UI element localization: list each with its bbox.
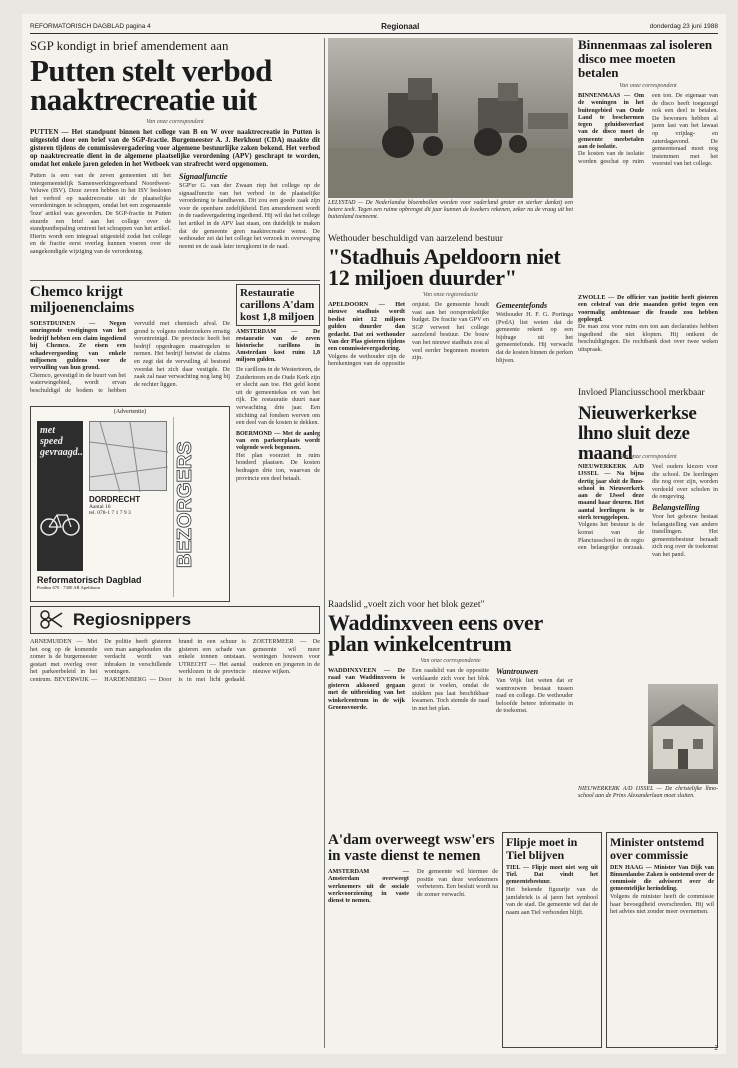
scissors-icon bbox=[39, 610, 63, 630]
nieuwerkerk-body-2: Voor het gebouw bestaat belangstelling van andere instellingen. Het gemeentebestuur beraadt zich nog over de toekomst van het pand. bbox=[652, 512, 718, 558]
apeldoorn-byline: Van onze regioredactie bbox=[423, 292, 478, 298]
nieuwerkerk-subhead: Belangstelling bbox=[652, 502, 700, 512]
binnenmaas-byline: Van onze correspondent bbox=[619, 83, 677, 89]
ad-speed-panel bbox=[37, 421, 86, 571]
school-building-illustration bbox=[648, 684, 718, 784]
main-body-columns bbox=[30, 172, 320, 267]
binnenmaas-body: De kosten van de isolatie worden geschat op ruim een ton. De eigenaar van de disco heeft toegezegd ook een deel te betalen. De bewoners hebben al jaren last van het lawaai op vrijdag- en zaterdagavond. De gemeenteraad moet nog instemmen met het voorstel van het college. bbox=[578, 92, 718, 168]
main-body-2: SGP'er G. van der Zwaan riep het college op de signaalfunctie van het verbod in de plaatselijke verordening te handhaven. Dit zou een goede zaak zijn voor de openbare zedelijkheid. Een amendement wordt in de raadsvergadering ingediend. Hij wil dat het college het artikel in de APV laat staan, om duidelijk te maken dat de gemeente geen naaktrecreatie wenst. De wethouder zei dat het college het verzoek in overweging neemt en de zaak later terugkomt in de raad. bbox=[179, 182, 320, 250]
main-story bbox=[30, 38, 320, 278]
minister-story bbox=[606, 832, 718, 1048]
regiosnippers-banner bbox=[30, 606, 320, 634]
school-photo bbox=[648, 684, 718, 784]
tractor-illustration bbox=[328, 38, 573, 198]
school-caption: NIEUWERKERK A/D IJSSEL — De christelijke lhno-school aan de Prins Alexanderlaan moet sluiten. bbox=[578, 786, 718, 799]
apeldoorn-kicker: Wethouder beschuldigd van aarzelend bestuur bbox=[328, 234, 503, 244]
flipje-headline: Flipje moet in Tiel blijven bbox=[506, 835, 578, 862]
ad-city bbox=[89, 495, 169, 516]
section-title: Regionaal bbox=[381, 22, 420, 31]
ad-side-text: BEZORGERS bbox=[174, 441, 196, 569]
header-left: REFORMATORISCH DAGBLAD pagina 4 bbox=[30, 23, 151, 30]
header-date: donderdag 23 juni 1988 bbox=[649, 23, 718, 30]
waddinxveen-byline: Van onze correspondente bbox=[420, 658, 481, 664]
main-byline: Van onze correspondent bbox=[146, 119, 204, 125]
waddinxveen-columns bbox=[328, 667, 573, 817]
chemco-columns bbox=[30, 320, 230, 420]
restauratie-lead: AMSTERDAM — De restauratie van de zeven historische carillons in Amsterdam kost ruim 1,8 miljoen gulden. bbox=[236, 329, 320, 363]
apeldoorn-body-2: Wethouder H. F. G. Portinga (PvdA) liet weten dat de gemeente rekent op een bijdrage uit het gemeentefonds. Hij verwacht dat de kosten binnen de perken blijven. bbox=[496, 311, 573, 364]
tractor-caption: LELYSTAD — De Nederlandse bloembollen worden voor vaderland groter en sterker dankzij een betere teelt. Tegen een ruime opbrengst dit jaar kunnen de kwekers rekenen, zeker nu de vraag uit het buitenland toeneemt. bbox=[328, 200, 573, 220]
regiosnippers-columns bbox=[30, 638, 320, 1048]
binnenmaas-lead: BINNENMAAS — Om de woningen in het buitengebied van Oude Land te beschermen tegen geluidsoverlast van de disco moet de gemeente meebetalen aan de isolatie. bbox=[578, 92, 644, 151]
page-header bbox=[30, 20, 718, 34]
main-lead: PUTTEN — Het standpunt binnen het college van B en W over naaktrecreatie in Putten is uitgesteld door een brief van de SGP-fractie. Burgemeester A. J. Berkhout (CDA) maakte dit gisteren tijdens de commissievergadering voor algemene bestuurlijke zaken bekend. Het verbod op naaktrecreatie dient in de algemene plaatselijke verordening (APV) geschrapt te worden, omdat het enkele jaren geleden in het Wetboek van strafrecht werd opgenomen. bbox=[30, 128, 320, 168]
tractor-photo bbox=[328, 38, 573, 198]
restauratie-body: De carillons in de Westertoren, de Zuidertoren en de Oude Kerk zijn er slecht aan toe. Het geld komt uit de gemeentekas en van het rijk. De restauratie duurt naar verwachting drie jaar. Een stichting zal fondsen werven om een deel van de kosten te dekken. bbox=[236, 366, 320, 427]
ad-brand-name: Reformatorisch Dagblad bbox=[37, 575, 142, 585]
column-divider bbox=[324, 38, 325, 1048]
restauratie-story bbox=[236, 284, 320, 604]
apeldoorn-subhead: Gemeentefonds bbox=[496, 301, 548, 310]
minister-body: Volgens de minister heeft de commissie haar bevoegdheid overschreden. Hij wil het advies niet zonder meer overnemen. bbox=[610, 893, 714, 916]
wsw-lead: AMSTERDAM — Amsterdam overweegt werknemers uit de sociale werkvoorziening in vaste dienst te nemen. bbox=[328, 868, 409, 905]
divider bbox=[30, 280, 320, 281]
flipje-story bbox=[502, 832, 602, 1048]
ad-postbus: Postbus 670 · 7300 AR Apeldoorn bbox=[37, 585, 101, 590]
ad-address: Aantal 16 tel. 078-1 7 1 7 9 3 bbox=[89, 504, 131, 516]
chemco-body: Chemco, gevestigd in de buurt van het waterwingebied, wordt ervan beschuldigd de bodem te hebben vervuild met chemisch afval. De grond is volgens onderzoekers ernstig verontreinigd. De provincie heeft het bedrijf opgedragen maatregelen te nemen. Het bedrijf betwist de claims en zegt dat de vervuiling al bestond voordat het zich daar vestigde. De zaak zal naar verwachting nog lang bij de rechter liggen. bbox=[30, 320, 230, 395]
zwolle-lead: ZWOLLE — De officier van justitie heeft gisteren een celstraf van drie maanden geëist tegen een voormalig ambtenaar die fraude zou hebben gepleegd. bbox=[578, 294, 718, 323]
newspaper-page bbox=[22, 14, 726, 1054]
restauratie-headline: Restauratie carillons A'dam kost 1,8 miljoen bbox=[240, 287, 315, 323]
main-subhead: Signaalfunctie bbox=[179, 172, 228, 181]
main-headline: Putten stelt verbod naaktrecreatie uit bbox=[30, 53, 272, 117]
apeldoorn-body: Volgens de wethouder zijn de berekeningen van de oppositie onjuist. De gemeente houdt vast aan het oorspronkelijke budget. De fractie van GPV en SGP verweet het college aarzelend bestuur. De bouw van het nieuwe stadhuis zou al veel eerder begonnen moeten zijn. bbox=[328, 301, 489, 368]
apeldoorn-columns bbox=[328, 301, 573, 601]
binnenmaas-columns bbox=[578, 92, 718, 292]
ad-label: (Advertentie) bbox=[113, 409, 147, 415]
nieuwerkerk-kicker: Invloed Planciusschool merkbaar bbox=[578, 388, 705, 398]
regiosnippers-body: ARNEMUIDEN — Met het oog op de komende zomer is de burgemeester gestart met overleg over het parkeerbeleid in het centrum. BEVERWIJK — De politie heeft gisteren een man aangehouden die verdacht wordt van inbraken in verschillende woningen. HARDENBERG — Door brand in een schuur is gisteren een schade van enkele tonnen ontstaan. UTRECHT — Het aantal werklozen in de provincie is in mei licht gedaald. ZOETERMEER — De gemeente wil meer woningen bouwen voor ouderen en jongeren in de nieuwe wijken. bbox=[30, 638, 320, 683]
nieuwerkerk-body: Volgens het bestuur is de komst van de Planciusschool in de regio een belangrijke oorzaak. Veel ouders kiezen voor die school. De leerlingen die nog over zijn, worden verdeeld over scholen in de omgeving. bbox=[578, 463, 718, 552]
nieuwerkerk-lead: NIEUWERKERK A/D IJSSEL — Na bijna dertig jaar sluit de lhno-school in Nieuwerkerk aan de IJssel deze maand haar deuren. Het aantal leerlingen is te sterk teruggelopen. bbox=[578, 463, 644, 522]
zwolle-story bbox=[578, 294, 718, 384]
ad-brand bbox=[37, 575, 171, 590]
waddinxveen-headline: Waddinxveen eens over plan winkelcentrum bbox=[328, 610, 543, 656]
waddinxveen-lead: WADDINXVEEN — De raad van Waddinxveen is gisteren akkoord gegaan met de uitbreiding van het winkelcentrum in de wijk Groensvoorde. bbox=[328, 667, 405, 712]
wsw-columns bbox=[328, 868, 498, 1038]
regiosnippers-title: Regiosnippers bbox=[73, 610, 192, 629]
nieuwerkerk-columns bbox=[578, 463, 718, 678]
map-icon bbox=[90, 422, 168, 492]
advertisement bbox=[30, 406, 230, 602]
boermond-lead: BOERMOND — Met de aanleg van een parkeerplaats wordt volgende week begonnen. bbox=[236, 430, 320, 451]
waddinxveen-body: Een raadslid van de oppositie verklaarde zich voor het blok gezet te voelen, omdat de stukken pas laat beschikbaar kwamen. Toch stemde de raad in met het plan. bbox=[412, 667, 489, 712]
restauratie-headline-box bbox=[236, 284, 320, 326]
nieuwerkerk-story bbox=[578, 454, 718, 684]
nieuwerkerk-headline: Nieuwerkerkse lhno sluit deze maand bbox=[578, 403, 697, 464]
ad-slogan: met speed gevraagd... bbox=[40, 425, 86, 458]
binnenmaas-story bbox=[578, 38, 718, 290]
minister-headline: Minister ontstemd over commissie bbox=[610, 835, 705, 862]
flipje-body: Het bekende figuurtje van de jamfabriek is al jaren het symbool van de stad. De gemeente wil dat de naam aan Tiel verbonden blijft. bbox=[506, 886, 598, 916]
waddinxveen-story bbox=[328, 600, 573, 830]
chemco-headline: Chemco krijgt miljoenenclaims bbox=[30, 284, 135, 316]
bicycle-icon bbox=[37, 501, 83, 541]
apeldoorn-lead: APELDOORN — Het nieuwe stadhuis wordt beslist niet 12 miljoen gulden duurder dan gedacht. Dat zei wethouder Van der Plas gisteren tijdens een commissievergadering. bbox=[328, 301, 405, 353]
chemco-story bbox=[30, 284, 230, 404]
binnenmaas-headline: Binnenmaas zal isoleren disco mee moeten betalen bbox=[578, 37, 713, 80]
main-body: Putten is een van de zeven gemeenten uit het intergemeentelijk Samenwerkingsverband Noordwest-Veluwe (ISV). Deze zeven hebben in het ISV besloten het verbod op naaktrecreatie uit de plaatselijke verordeningen te schrappen, omdat het een zogenaamde 'loze' artikel was geworden. De SGP-fractie in Putten stuurde een brief aan het college over de standpuntbepaling omtrent het schrappen van het artikel. Hierin wordt een integraal uitgesteld zodat het college en de fractie eerst overleg kunnen voeren over de aangekondigde wijziging van de verordening. bbox=[30, 172, 171, 255]
ad-side-panel bbox=[173, 417, 225, 597]
apeldoorn-headline: "Stadhuis Apeldoorn niet 12 miljoen duurder" bbox=[328, 244, 561, 290]
wsw-headline: A'dam overweegt wsw'ers in vaste dienst te nemen bbox=[328, 832, 495, 864]
ad-map bbox=[89, 421, 167, 491]
nieuwerkerk-byline: Van onze correspondent bbox=[619, 454, 677, 460]
waddinxveen-body-2: Van Wijk liet weten dat er wantrouwen bestaat tussen raad en college. De wethouder beloofde betere informatie in de toekomst. bbox=[496, 677, 573, 715]
wsw-story bbox=[328, 832, 498, 1048]
flipje-lead: TIEL — Flipje moet niet weg uit Tiel. Dat vindt het gemeentebestuur. bbox=[506, 865, 598, 885]
main-kicker: SGP kondigt in brief amendement aan bbox=[30, 38, 229, 53]
ad-city-name: DORDRECHT bbox=[89, 495, 141, 504]
waddinxveen-subhead: Wantrouwen bbox=[496, 667, 539, 676]
page-number: 2 bbox=[714, 1044, 718, 1052]
minister-lead: DEN HAAG — Minister Van Dijk van Binnenlandse Zaken is ontstemd over de commissie die adviseert over de gemeentelijke herindeling. bbox=[610, 865, 714, 892]
waddinxveen-kicker: Raadslid „voelt zich voor het blok gezet" bbox=[328, 600, 485, 610]
wsw-body: De gemeente wil hiermee de positie van deze werknemers verbeteren. Een besluit wordt na de zomer verwacht. bbox=[417, 868, 498, 898]
apeldoorn-story bbox=[328, 234, 573, 594]
boermond-body: Het plan voorziet in ruim honderd plaatsen. De kosten bedragen drie ton, waarvan de provincie een deel betaalt. bbox=[236, 451, 320, 482]
chemco-lead: SOESTDUINEN — Negen omringende vestigingen van het bedrijf hebben een claim ingediend bij Chemco. Ze eisen een schadevergoeding van enkele miljoenen guldens voor de vervuiling van hun grond. bbox=[30, 320, 126, 372]
zwolle-body: De man zou voor ruim een ton aan declaraties hebben ingediend die niet klopten. Hij ontkent de beschuldigingen. De rechtbank doet over twee weken uitspraak. bbox=[578, 323, 718, 353]
